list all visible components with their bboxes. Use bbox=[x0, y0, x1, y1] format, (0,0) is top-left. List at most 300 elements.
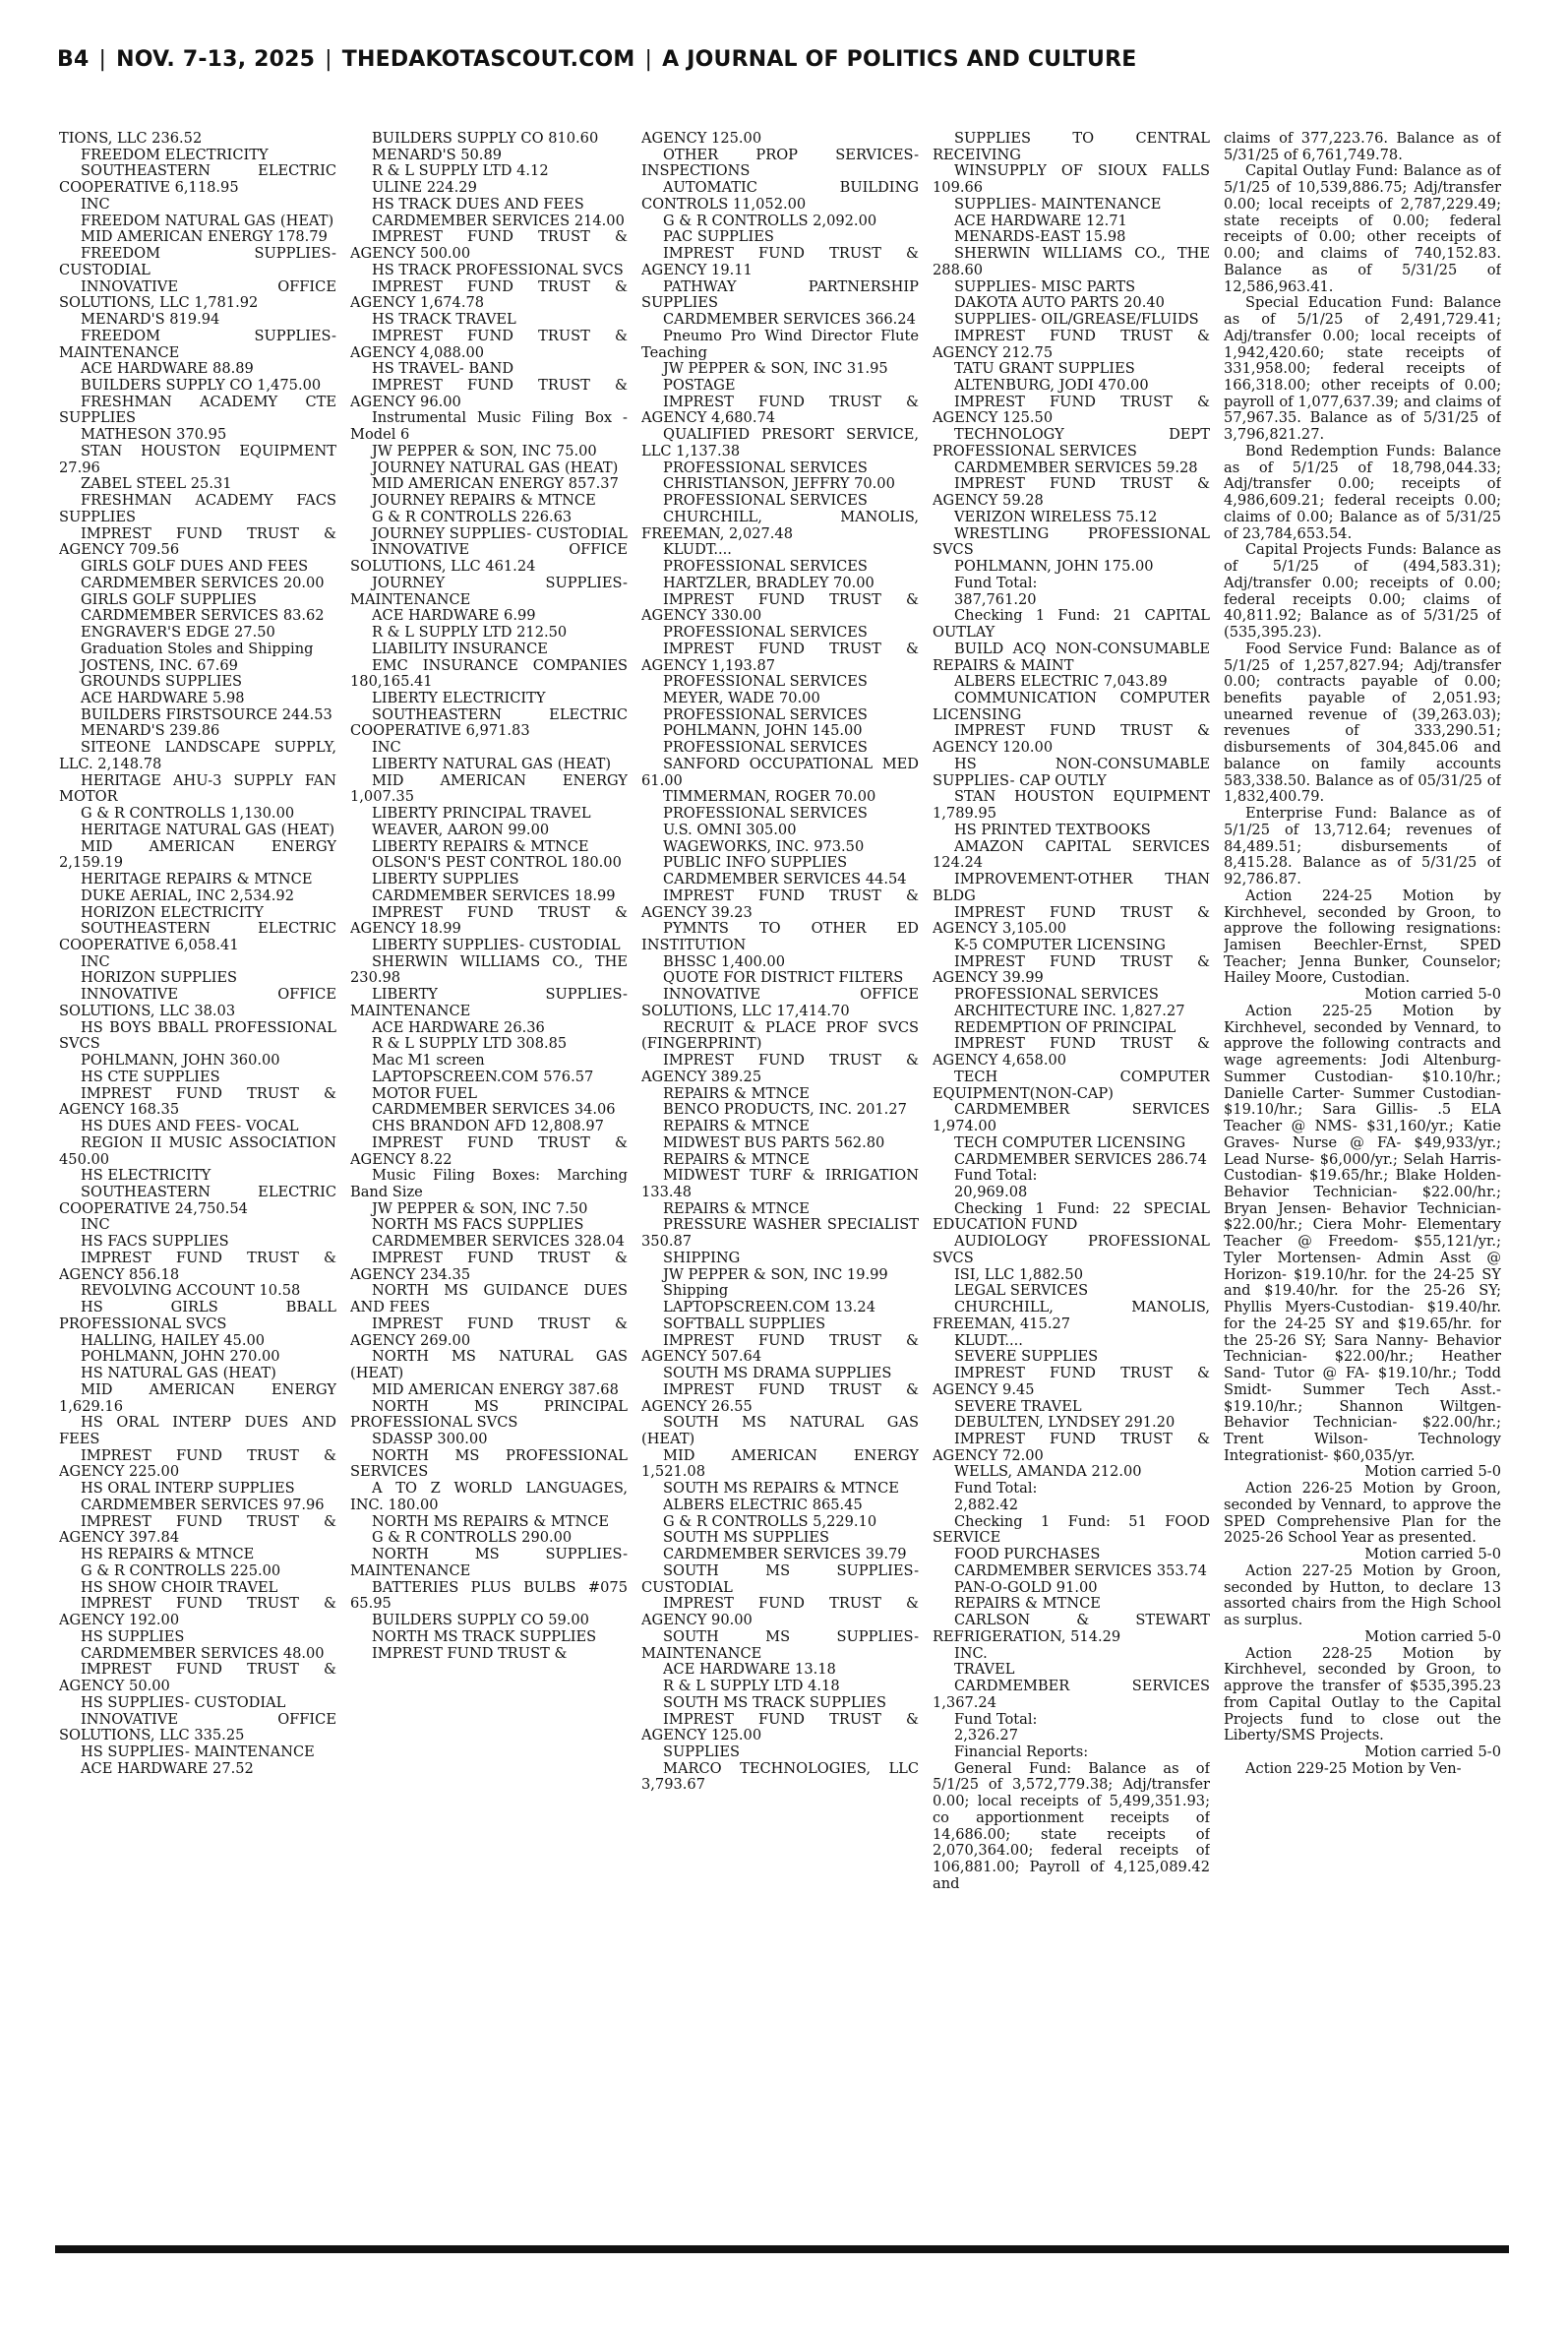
column-line: CARDMEMBER SERVICES 97.96 bbox=[81, 1496, 325, 1513]
column-line: ARCHITECTURE INC. 1,827.27 bbox=[954, 1002, 1185, 1019]
column-line: IMPREST FUND TRUST & AGENCY 1,193.87 bbox=[641, 640, 919, 674]
column-line: A TO Z WORLD LANGUAGES, INC. 180.00 bbox=[350, 1480, 628, 1513]
column-line: HS SHOW CHOIR TRAVEL bbox=[81, 1578, 278, 1596]
column-line: IMPREST FUND TRUST & AGENCY 50.00 bbox=[59, 1661, 336, 1695]
column-line: IMPROVEMENT-OTHER THAN BLDG bbox=[933, 871, 1210, 904]
page-header bbox=[57, 47, 1513, 87]
column-line: CARDMEMBER SERVICES 18.99 bbox=[372, 887, 616, 904]
column-line: Motion carried 5-0 bbox=[1364, 986, 1501, 1004]
column-line: Action 225-25 Motion by Kirchhevel, seconded by Vennard, to approve the following contracts and wage agreements: Jodi Altenburg-Summer Custodian- $10.10/hr.; Danielle Carter- Summer Custodian- $19.10/hr.; Sara Gillis- .5 ELA Teacher @ NMS- $31,160/yr.; Katie Graves- Nurse @ FA- $49,933/yr.; Lead Nurse- $6,000/yr.; Selah Harris- Custodian- $19.65/hr.; Blake Holden- Behavior Technician- $22.00/hr.; Bryan Jensen- Behavior Technician- $22.00/hr.; Ciera Mohr- Elementary Teacher @ Freedom- $55,121/yr.; Tyler Mortensen- Admin Asst @ Horizon- $19.10/hr. for the 24-25 SY and $19.40/hr. for the 25-26 SY; Phyllis Myers-Custodian- $19.40/hr. for the 24-25 SY and $19.65/hr. for the 25-26 SY; Sara Nanny- Behavior Technician- $22.00/hr.; Heather Sand- Tutor @ FA- $19.10/hr.; Todd Smidt- Summer Tech Asst.- $19.10/hr.; Shannon Wiltgen- Behavior Technician- $22.00/hr.; Trent Wilson- Technology Integrationist- $60,035/yr. bbox=[1224, 1002, 1501, 1464]
column-line: IMPREST FUND TRUST & AGENCY 269.00 bbox=[350, 1315, 628, 1349]
column-line: R & L SUPPLY LTD 308.85 bbox=[372, 1035, 568, 1053]
column-line: SEVERE TRAVEL bbox=[954, 1397, 1082, 1415]
column-line: JW PEPPER & SON, INC 7.50 bbox=[372, 1199, 588, 1217]
column-line: Action 227-25 Motion by Groon, seconded by Hutton, to declare 13 assorted chairs from the High School as surplus. bbox=[1224, 1561, 1501, 1629]
header-separator: | bbox=[644, 47, 653, 72]
column-line: IMPREST FUND TRUST & AGENCY 9.45 bbox=[933, 1365, 1210, 1398]
column-line: Pneumo Pro Wind Director Flute Teaching bbox=[641, 327, 919, 361]
column-line: TIONS, LLC 236.52 bbox=[59, 131, 203, 147]
column-line: Capital Projects Funds: Balance as of 5/1/25 of (494,583.31); Adj/transfer 0.00; receipts of 0.00; federal receipts 0.00; claims of 40,811.92; Balance as of 5/31/25 of (535,395.23). bbox=[1224, 541, 1501, 642]
column-line: SHIPPING bbox=[663, 1249, 741, 1266]
column-line: HS FACS SUPPLIES bbox=[81, 1233, 229, 1251]
column-line: REPAIRS & MTNCE bbox=[663, 1084, 810, 1102]
column-line: TATU GRANT SUPPLIES bbox=[954, 360, 1135, 378]
column-line: Fund Total: bbox=[954, 1167, 1038, 1185]
column-line: DAKOTA AUTO PARTS 20.40 bbox=[954, 294, 1165, 312]
column-line: FREEDOM SUPPLIES-MAINTENANCE bbox=[59, 327, 336, 361]
column-line: SOUTHEASTERN ELECTRIC COOPERATIVE 6,971.83 bbox=[350, 705, 628, 740]
column-line: TECHNOLOGY DEPT PROFESSIONAL SERVICES bbox=[933, 426, 1210, 459]
column-line: IMPREST FUND TRUST & AGENCY 120.00 bbox=[933, 722, 1210, 757]
column-line: KLUDT.... bbox=[954, 1331, 1023, 1349]
column-line: SUPPLIES- OIL/GREASE/FLUIDS bbox=[954, 311, 1199, 329]
column-line: HS SUPPLIES- MAINTENANCE bbox=[81, 1743, 315, 1760]
column-line: AUDIOLOGY PROFESSIONAL SVCS bbox=[933, 1233, 1210, 1266]
column-line: SOFTBALL SUPPLIES bbox=[663, 1315, 826, 1332]
column-line: HERITAGE NATURAL GAS (HEAT) bbox=[81, 821, 335, 838]
column-line: HERITAGE REPAIRS & MTNCE bbox=[81, 871, 313, 888]
column-line: CARDMEMBER SERVICES 1,974.00 bbox=[933, 1101, 1210, 1135]
column-line: EMC INSURANCE COMPANIES 180,165.41 bbox=[350, 656, 628, 691]
column-line: CARDMEMBER SERVICES 286.74 bbox=[954, 1150, 1207, 1168]
column-line: NORTH MS NATURAL GAS (HEAT) bbox=[350, 1348, 628, 1382]
column-line: ACE HARDWARE 26.36 bbox=[372, 1018, 545, 1036]
column-line: Checking 1 Fund: 51 FOOD SERVICE bbox=[933, 1512, 1210, 1547]
column-line: MATHESON 370.95 bbox=[81, 426, 227, 444]
text-column-2 bbox=[350, 131, 628, 2246]
column-line: HS DUES AND FEES- VOCAL bbox=[81, 1118, 299, 1135]
column-line: CARDMEMBER SERVICES 20.00 bbox=[81, 574, 325, 591]
column-line: HS TRACK DUES AND FEES bbox=[372, 195, 584, 213]
column-line: SDASSP 300.00 bbox=[372, 1431, 488, 1448]
column-line: NORTH MS SUPPLIES-MAINTENANCE bbox=[350, 1546, 628, 1579]
column-line: IMPREST FUND TRUST & AGENCY 125.50 bbox=[933, 393, 1210, 427]
column-line: SOUTH MS SUPPLIES bbox=[663, 1529, 829, 1547]
column-line: Motion carried 5-0 bbox=[1364, 1743, 1501, 1760]
column-line: JOURNEY SUPPLIES- MAINTENANCE bbox=[350, 574, 628, 608]
column-line: TECH COMPUTER EQUIPMENT(NON-CAP) bbox=[933, 1068, 1210, 1102]
column-line: Fund Total: bbox=[954, 1710, 1038, 1728]
column-line: IMPREST FUND TRUST & bbox=[372, 1644, 568, 1662]
column-line: ALTENBURG, JODI 470.00 bbox=[954, 377, 1149, 395]
column-line: IMPREST FUND TRUST & AGENCY 72.00 bbox=[933, 1431, 1210, 1464]
column-line: REPAIRS & MTNCE bbox=[663, 1150, 810, 1168]
column-line: ACE HARDWARE 5.98 bbox=[81, 689, 245, 706]
column-line: G & R CONTROLLS 226.63 bbox=[372, 508, 573, 525]
column-line: JOSTENS, INC. 67.69 bbox=[81, 656, 238, 674]
column-line: MARCO TECHNOLOGIES, LLC 3,793.67 bbox=[641, 1759, 919, 1794]
column-line: PROFESSIONAL SERVICES bbox=[663, 624, 868, 642]
column-line: PROFESSIONAL SERVICES bbox=[954, 986, 1159, 1004]
column-line: SUPPLIES- MISC PARTS bbox=[954, 277, 1136, 295]
column-line: R & L SUPPLY LTD 4.18 bbox=[663, 1678, 840, 1695]
column-line: VERIZON WIRELESS 75.12 bbox=[954, 508, 1158, 525]
column-line: REGION II MUSIC ASSOCIATION 450.00 bbox=[59, 1133, 336, 1168]
column-line: MENARD'S 239.86 bbox=[81, 722, 220, 740]
column-line: REPAIRS & MTNCE bbox=[663, 1118, 810, 1135]
column-line: G & R CONTROLLS 2,092.00 bbox=[663, 212, 877, 229]
column-line: HS NATURAL GAS (HEAT) bbox=[81, 1365, 276, 1382]
column-line: IMPREST FUND TRUST & AGENCY 39.23 bbox=[641, 887, 919, 921]
column-line: R & L SUPPLY LTD 212.50 bbox=[372, 624, 568, 642]
column-line: CHS BRANDON AFD 12,808.97 bbox=[372, 1118, 604, 1135]
column-line: BUILDERS FIRSTSOURCE 244.53 bbox=[81, 705, 332, 723]
column-line: POHLMANN, JOHN 145.00 bbox=[663, 722, 863, 740]
column-line: Fund Total: bbox=[954, 574, 1038, 591]
column-line: IMPREST FUND TRUST & AGENCY 389.25 bbox=[641, 1052, 919, 1085]
column-line: MID AMERICAN ENERGY 1,521.08 bbox=[641, 1446, 919, 1481]
column-line: GIRLS GOLF DUES AND FEES bbox=[81, 558, 309, 576]
column-line: ALBERS ELECTRIC 865.45 bbox=[663, 1496, 863, 1513]
column-line: SOUTHEASTERN ELECTRIC COOPERATIVE 24,750.54 bbox=[59, 1184, 336, 1217]
column-line: Shipping bbox=[663, 1282, 729, 1300]
column-line: PROFESSIONAL SERVICES bbox=[663, 705, 868, 723]
column-line: SANFORD OCCUPATIONAL MED 61.00 bbox=[641, 755, 919, 789]
column-line: Music Filing Boxes: Marching Band Size bbox=[350, 1167, 628, 1200]
column-line: Food Service Fund: Balance as of 5/1/25 of 1,257,827.94; Adj/transfer 0.00; contracts payable of 0.00; benefits payable of 2,051.93; unearned revenue of (39,263.03); revenues of 333,290.51; disbursements of 304,845.06 and balance on family accounts 583,338.50. Balance as of 05/31/25 of 1,832,400.79. bbox=[1224, 640, 1501, 806]
column-line: SOUTH MS DRAMA SUPPLIES bbox=[663, 1365, 892, 1382]
column-line: MIDWEST BUS PARTS 562.80 bbox=[663, 1133, 885, 1151]
column-line: INNOVATIVE OFFICE SOLUTIONS, LLC 38.03 bbox=[59, 986, 336, 1019]
column-line: REVOLVING ACCOUNT 10.58 bbox=[81, 1282, 301, 1300]
column-line: R & L SUPPLY LTD 4.12 bbox=[372, 162, 549, 180]
column-line: HS BOYS BBALL PROFESSIONAL SVCS bbox=[59, 1018, 336, 1053]
column-line: POHLMANN, JOHN 270.00 bbox=[81, 1348, 280, 1366]
column-line: KLUDT.... bbox=[663, 541, 732, 559]
column-line: HS SUPPLIES- CUSTODIAL bbox=[81, 1693, 286, 1711]
site-name: THEDAKOTASCOUT.COM bbox=[341, 47, 635, 72]
column-line: LIABILITY INSURANCE bbox=[372, 640, 548, 657]
column-line: SOUTH MS TRACK SUPPLIES bbox=[663, 1693, 886, 1711]
column-line: HS ELECTRICITY bbox=[81, 1167, 211, 1185]
column-line: ENGRAVER'S EDGE 27.50 bbox=[81, 624, 275, 642]
column-line: PROFESSIONAL SERVICES bbox=[663, 805, 868, 823]
column-line: TECH COMPUTER LICENSING bbox=[954, 1133, 1186, 1151]
column-line: OTHER PROP SERVICES-INSPECTIONS bbox=[641, 146, 919, 180]
column-line: INC bbox=[81, 952, 110, 970]
column-line: LIBERTY SUPPLIES bbox=[372, 871, 519, 888]
tagline: A JOURNAL OF POLITICS AND CULTURE bbox=[662, 47, 1137, 72]
column-line: CARDMEMBER SERVICES 353.74 bbox=[954, 1561, 1207, 1579]
column-line: Motion carried 5-0 bbox=[1364, 1463, 1501, 1481]
column-line: QUOTE FOR DISTRICT FILTERS bbox=[663, 969, 904, 987]
column-line: Action 229-25 Motion by Ven- bbox=[1245, 1759, 1462, 1777]
column-line: Motion carried 5-0 bbox=[1364, 1546, 1501, 1563]
column-line: INC. bbox=[954, 1644, 988, 1662]
column-line: REDEMPTION OF PRINCIPAL bbox=[954, 1018, 1176, 1036]
column-line: REPAIRS & MTNCE bbox=[663, 1199, 810, 1217]
column-line: BUILDERS SUPPLY CO 810.60 bbox=[372, 131, 599, 147]
column-line: Fund Total: bbox=[954, 1480, 1038, 1498]
column-line: LEGAL SERVICES bbox=[954, 1282, 1089, 1300]
column-line: ALBERS ELECTRIC 7,043.89 bbox=[954, 673, 1168, 691]
column-line: NORTH MS REPAIRS & MTNCE bbox=[372, 1512, 610, 1530]
column-line: SITEONE LANDSCAPE SUPPLY, LLC. 2,148.78 bbox=[59, 739, 336, 772]
column-line: HS NON-CONSUMABLE SUPPLIES- CAP OUTLY bbox=[933, 755, 1210, 789]
column-line: MOTOR FUEL bbox=[372, 1084, 478, 1102]
column-line: HS REPAIRS & MTNCE bbox=[81, 1546, 255, 1563]
column-line: MID AMERICAN ENERGY 857.37 bbox=[372, 475, 619, 493]
text-column-3 bbox=[641, 131, 919, 2246]
column-line: CHURCHILL, MANOLIS, FREEMAN, 415.27 bbox=[933, 1299, 1210, 1332]
column-line: IMPREST FUND TRUST & AGENCY 856.18 bbox=[59, 1249, 336, 1283]
column-line: NORTH MS GUIDANCE DUES AND FEES bbox=[350, 1282, 628, 1316]
column-line: BENCO PRODUCTS, INC. 201.27 bbox=[663, 1101, 907, 1119]
column-line: Financial Reports: bbox=[954, 1743, 1089, 1760]
column-line: PYMNTS TO OTHER ED INSTITUTION bbox=[641, 920, 919, 953]
column-line: PATHWAY PARTNERSHIP SUPPLIES bbox=[641, 277, 919, 312]
column-line: MENARDS-EAST 15.98 bbox=[954, 228, 1126, 246]
column-line: CARLSON & STEWART REFRIGERATION, 514.29 bbox=[933, 1612, 1210, 1645]
column-line: POHLMANN, JOHN 175.00 bbox=[954, 558, 1154, 576]
column-line: SUPPLIES- MAINTENANCE bbox=[954, 195, 1162, 213]
column-line: TIMMERMAN, ROGER 70.00 bbox=[663, 788, 876, 806]
column-line: Mac M1 screen bbox=[372, 1052, 485, 1070]
column-line: Action 224-25 Motion by Kirchhevel, seconded by Groon, to approve the following resignations: Jamisen Beechler-Ernst, SPED Teacher; Jenna Bunker, Counselor; Hailey Moore, Custodian. bbox=[1224, 887, 1501, 987]
column-line: CARDMEMBER SERVICES 59.28 bbox=[954, 459, 1198, 476]
column-line: PUBLIC INFO SUPPLIES bbox=[663, 854, 848, 872]
column-line: IMPREST FUND TRUST & AGENCY 4,088.00 bbox=[350, 327, 628, 361]
column-line: QUALIFIED PRESORT SERVICE, LLC 1,137.38 bbox=[641, 426, 919, 459]
column-line: IMPREST FUND TRUST & AGENCY 4,658.00 bbox=[933, 1035, 1210, 1070]
column-line: CARDMEMBER SERVICES 83.62 bbox=[81, 607, 325, 625]
column-line: SOUTH MS SUPPLIES-MAINTENANCE bbox=[641, 1627, 919, 1662]
column-line: FREEDOM NATURAL GAS (HEAT) bbox=[81, 212, 334, 229]
column-line: PRESSURE WASHER SPECIALIST 350.87 bbox=[641, 1216, 919, 1251]
column-line: HS TRAVEL- BAND bbox=[372, 360, 514, 378]
column-line: PROFESSIONAL SERVICES bbox=[663, 459, 868, 476]
column-line: IMPREST FUND TRUST & AGENCY 234.35 bbox=[350, 1249, 628, 1283]
header-separator: | bbox=[98, 47, 107, 72]
column-line: IMPREST FUND TRUST & AGENCY 397.84 bbox=[59, 1512, 336, 1547]
column-line: AUTOMATIC BUILDING CONTROLS 11,052.00 bbox=[641, 179, 919, 213]
column-line: JOURNEY NATURAL GAS (HEAT) bbox=[372, 459, 619, 476]
column-line: U.S. OMNI 305.00 bbox=[663, 821, 797, 838]
column-line: INC bbox=[81, 1216, 110, 1234]
column-line: SOUTH MS NATURAL GAS (HEAT) bbox=[641, 1414, 919, 1448]
column-line: PROFESSIONAL SERVICES bbox=[663, 558, 868, 576]
column-line: NORTH MS FACS SUPPLIES bbox=[372, 1216, 584, 1234]
column-line: IMPREST FUND TRUST & AGENCY 26.55 bbox=[641, 1380, 919, 1415]
column-line: Bond Redemption Funds: Balance as of 5/1/25 of 18,798,044.33; Adj/transfer 0.00; receipts of 4,986,609.21; federal receipts 0.00; claims of 0.00; Balance as of 5/31/25 of 23,784,653.54. bbox=[1224, 442, 1501, 542]
column-line: RECRUIT & PLACE PROF SVCS (FINGERPRINT) bbox=[641, 1018, 919, 1053]
column-line: HS CTE SUPPLIES bbox=[81, 1068, 220, 1085]
column-line: SHERWIN WILLIAMS CO., THE 288.60 bbox=[933, 245, 1210, 278]
column-line: HARTZLER, BRADLEY 70.00 bbox=[663, 574, 874, 591]
column-line: NORTH MS PRINCIPAL PROFESSIONAL SVCS bbox=[350, 1397, 628, 1432]
column-line: PAC SUPPLIES bbox=[663, 228, 774, 246]
column-line: FRESHMAN ACADEMY FACS SUPPLIES bbox=[59, 492, 336, 525]
column-line: REPAIRS & MTNCE bbox=[954, 1595, 1101, 1613]
column-line: LIBERTY NATURAL GAS (HEAT) bbox=[372, 755, 612, 772]
column-line: ACE HARDWARE 12.71 bbox=[954, 212, 1127, 229]
column-line: LIBERTY SUPPLIES- CUSTODIAL bbox=[372, 936, 621, 953]
column-line: LAPTOPSCREEN.COM 13.24 bbox=[663, 1299, 875, 1316]
column-line: Action 226-25 Motion by Groon, seconded by Vennard, to approve the SPED Comprehensive Plan for the 2025-26 School Year as presented. bbox=[1224, 1480, 1501, 1547]
column-line: IMPREST FUND TRUST & AGENCY 212.75 bbox=[933, 327, 1210, 361]
column-line: DEBULTEN, LYNDSEY 291.20 bbox=[954, 1414, 1176, 1432]
column-line: MID AMERICAN ENERGY 387.68 bbox=[372, 1380, 619, 1398]
column-line: HERITAGE AHU-3 SUPPLY FAN MOTOR bbox=[59, 771, 336, 806]
column-line: INC bbox=[81, 195, 110, 213]
column-line: MENARD'S 50.89 bbox=[372, 146, 503, 163]
column-line: MID AMERICAN ENERGY 1,629.16 bbox=[59, 1380, 336, 1415]
column-line: SUPPLIES TO CENTRAL RECEIVING bbox=[933, 131, 1210, 163]
column-line: POSTAGE bbox=[663, 377, 736, 395]
issue-date: NOV. 7-13, 2025 bbox=[116, 47, 316, 72]
column-line: 387,761.20 bbox=[954, 590, 1037, 608]
column-line: JW PEPPER & SON, INC 19.99 bbox=[663, 1265, 888, 1283]
column-line: AGENCY 125.00 bbox=[641, 131, 762, 147]
text-column-4 bbox=[933, 131, 1210, 2246]
column-line: PROFESSIONAL SERVICES bbox=[663, 492, 868, 510]
column-line: IMPREST FUND TRUST & AGENCY 125.00 bbox=[641, 1710, 919, 1744]
column-line: GIRLS GOLF SUPPLIES bbox=[81, 590, 257, 608]
column-line: CARDMEMBER SERVICES 214.00 bbox=[372, 212, 625, 229]
column-line: IMPREST FUND TRUST & AGENCY 90.00 bbox=[641, 1595, 919, 1629]
column-line: PAN-O-GOLD 91.00 bbox=[954, 1578, 1098, 1596]
column-line: PROFESSIONAL SERVICES bbox=[663, 739, 868, 757]
column-line: IMPREST FUND TRUST & AGENCY 8.22 bbox=[350, 1133, 628, 1168]
column-line: LAPTOPSCREEN.COM 576.57 bbox=[372, 1068, 594, 1085]
column-line: CARDMEMBER SERVICES 1,367.24 bbox=[933, 1678, 1210, 1711]
column-line: G & R CONTROLLS 5,229.10 bbox=[663, 1512, 877, 1530]
column-line: ACE HARDWARE 88.89 bbox=[81, 360, 254, 378]
column-line: PROFESSIONAL SERVICES bbox=[663, 673, 868, 691]
column-line: BATTERIES PLUS BULBS #075 65.95 bbox=[350, 1578, 628, 1613]
column-line: JOURNEY REPAIRS & MTNCE bbox=[372, 492, 596, 510]
column-line: Enterprise Fund: Balance as of 5/1/25 of 13,712.64; revenues of 84,489.51; disbursements of 8,415.28. Balance as of 5/31/25 of 92,786.87. bbox=[1224, 805, 1501, 888]
column-line: G & R CONTROLLS 290.00 bbox=[372, 1529, 573, 1547]
column-line: FOOD PURCHASES bbox=[954, 1546, 1101, 1563]
column-line: IMPREST FUND TRUST & AGENCY 39.99 bbox=[933, 952, 1210, 987]
column-line: MID AMERICAN ENERGY 1,007.35 bbox=[350, 771, 628, 806]
column-line: HS SUPPLIES bbox=[81, 1627, 185, 1645]
column-line: MEYER, WADE 70.00 bbox=[663, 689, 820, 706]
column-line: IMPREST FUND TRUST & AGENCY 3,105.00 bbox=[933, 903, 1210, 938]
column-line: 2,326.27 bbox=[954, 1727, 1018, 1744]
column-line: LIBERTY SUPPLIES- MAINTENANCE bbox=[350, 986, 628, 1019]
column-line: HS TRACK TRAVEL bbox=[372, 311, 516, 329]
column-line: SOUTHEASTERN ELECTRIC COOPERATIVE 6,058.41 bbox=[59, 920, 336, 953]
column-line: 2,882.42 bbox=[954, 1496, 1018, 1513]
column-line: COMMUNICATION COMPUTER LICENSING bbox=[933, 689, 1210, 723]
column-line: ISI, LLC 1,882.50 bbox=[954, 1265, 1083, 1283]
column-line: Graduation Stoles and Shipping bbox=[81, 640, 314, 657]
column-line: IMPREST FUND TRUST & AGENCY 4,680.74 bbox=[641, 393, 919, 427]
column-line: STAN HOUSTON EQUIPMENT 1,789.95 bbox=[933, 788, 1210, 823]
column-line: IMPREST FUND TRUST & AGENCY 18.99 bbox=[350, 903, 628, 938]
column-line: ACE HARDWARE 13.18 bbox=[663, 1661, 836, 1679]
column-line: AMAZON CAPITAL SERVICES 124.24 bbox=[933, 837, 1210, 872]
column-line: LIBERTY ELECTRICITY bbox=[372, 689, 546, 706]
column-line: SOUTH MS SUPPLIES-CUSTODIAL bbox=[641, 1561, 919, 1596]
column-line: CARDMEMBER SERVICES 39.79 bbox=[663, 1546, 907, 1563]
column-line: POHLMANN, JOHN 360.00 bbox=[81, 1052, 280, 1070]
column-line: Capital Outlay Fund: Balance as of 5/1/25 of 10,539,886.75; Adj/transfer 0.00; local receipts of 2,787,229.49; state receipts of 0.00; federal receipts of 0.00; other receipts of 0.00; and claims of 740,152.83. Balance as of 5/31/25 of 12,586,963.41. bbox=[1224, 162, 1501, 295]
column-line: IMPREST FUND TRUST & AGENCY 507.64 bbox=[641, 1331, 919, 1366]
column-line: Motion carried 5-0 bbox=[1364, 1627, 1501, 1645]
column-line: BHSSC 1,400.00 bbox=[663, 952, 785, 970]
column-line: IMPREST FUND TRUST & AGENCY 96.00 bbox=[350, 377, 628, 410]
bottom-rule bbox=[55, 2245, 1509, 2253]
column-line: WRESTLING PROFESSIONAL SVCS bbox=[933, 524, 1210, 559]
header-separator: | bbox=[325, 47, 332, 72]
column-line: ZABEL STEEL 25.31 bbox=[81, 475, 232, 493]
column-line: IMPREST FUND TRUST & AGENCY 225.00 bbox=[59, 1446, 336, 1481]
column-line: CHURCHILL, MANOLIS, FREEMAN, 2,027.48 bbox=[641, 508, 919, 542]
column-line: LIBERTY REPAIRS & MTNCE bbox=[372, 837, 589, 855]
column-line: DUKE AERIAL, INC 2,534.92 bbox=[81, 887, 294, 904]
column-line: JW PEPPER & SON, INC 75.00 bbox=[372, 442, 597, 459]
column-line: IMPREST FUND TRUST & AGENCY 19.11 bbox=[641, 245, 919, 278]
column-line: GROUNDS SUPPLIES bbox=[81, 673, 243, 691]
column-line: INNOVATIVE OFFICE SOLUTIONS, LLC 461.24 bbox=[350, 541, 628, 576]
column-line: INNOVATIVE OFFICE SOLUTIONS, LLC 1,781.92 bbox=[59, 277, 336, 312]
column-line: Special Education Fund: Balance as of 5/1/25 of 2,491,729.41; Adj/transfer 0.00; local receipts of 1,942,420.60; state receipts of 331,958.00; federal receipts of 166,318.00; other receipts of 0.00; payroll of 1,077,637.39; and claims of 57,967.35. Balance as of 5/31/25 of 3,796,821.27. bbox=[1224, 294, 1501, 444]
column-line: STAN HOUSTON EQUIPMENT 27.96 bbox=[59, 442, 336, 476]
column-line: HORIZON SUPPLIES bbox=[81, 969, 237, 987]
column-line: BUILDERS SUPPLY CO 1,475.00 bbox=[81, 377, 322, 395]
column-line: BUILDERS SUPPLY CO 59.00 bbox=[372, 1612, 589, 1629]
column-line: IMPREST FUND TRUST & AGENCY 1,674.78 bbox=[350, 277, 628, 312]
column-line: Action 228-25 Motion by Kirchhevel, seconded by Groon, to approve the transfer of $535,395.23 from Capital Outlay to the Capital Projects fund to close out the Liberty/SMS Projects. bbox=[1224, 1644, 1501, 1744]
text-column-5 bbox=[1224, 131, 1501, 2246]
column-line: WINSUPPLY OF SIOUX FALLS 109.66 bbox=[933, 162, 1210, 197]
column-line: Instrumental Music Filing Box - Model 6 bbox=[350, 409, 628, 444]
column-line: HORIZON ELECTRICITY bbox=[81, 903, 264, 921]
column-line: TRAVEL bbox=[954, 1661, 1015, 1679]
column-line: IMPREST FUND TRUST & AGENCY 500.00 bbox=[350, 228, 628, 263]
column-line: 20,969.08 bbox=[954, 1184, 1028, 1200]
column-line: SEVERE SUPPLIES bbox=[954, 1348, 1099, 1366]
column-line: ULINE 224.29 bbox=[372, 179, 477, 197]
column-line: CARDMEMBER SERVICES 44.54 bbox=[663, 871, 907, 888]
column-line: INC bbox=[372, 739, 401, 757]
column-line: BUILD ACQ NON-CONSUMABLE REPAIRS & MAINT bbox=[933, 640, 1210, 674]
column-line: CARDMEMBER SERVICES 48.00 bbox=[81, 1644, 325, 1662]
column-line: CHRISTIANSON, JEFFRY 70.00 bbox=[663, 475, 895, 493]
column-line: IMPREST FUND TRUST & AGENCY 168.35 bbox=[59, 1084, 336, 1119]
column-line: IMPREST FUND TRUST & AGENCY 709.56 bbox=[59, 524, 336, 559]
column-line: Checking 1 Fund: 21 CAPITAL OUTLAY bbox=[933, 607, 1210, 642]
column-line: JOURNEY SUPPLIES- CUSTODIAL bbox=[372, 524, 628, 542]
column-line: K-5 COMPUTER LICENSING bbox=[954, 936, 1166, 953]
column-line: WEAVER, AARON 99.00 bbox=[372, 821, 550, 838]
column-line: SUPPLIES bbox=[663, 1743, 741, 1760]
column-line: INNOVATIVE OFFICE SOLUTIONS, LLC 335.25 bbox=[59, 1710, 336, 1744]
column-line: HS TRACK PROFESSIONAL SVCS bbox=[372, 261, 624, 278]
column-line: WELLS, AMANDA 212.00 bbox=[954, 1463, 1142, 1481]
column-line: FRESHMAN ACADEMY CTE SUPPLIES bbox=[59, 393, 336, 427]
column-line: General Fund: Balance as of 5/1/25 of 3,572,779.38; Adj/transfer 0.00; local receipts of 5,499,351.93; co apportionment receipts of 14,686.00; state receipts of 2,070,364.00; federal receipts of 106,881.00; Payroll of 4,125,089.42 and bbox=[933, 1759, 1210, 1892]
column-line: FREEDOM ELECTRICITY bbox=[81, 146, 269, 163]
column-line: G & R CONTROLLS 1,130.00 bbox=[81, 805, 295, 823]
column-line: HS GIRLS BBALL PROFESSIONAL SVCS bbox=[59, 1299, 336, 1332]
column-line: SOUTHEASTERN ELECTRIC COOPERATIVE 6,118.95 bbox=[59, 162, 336, 197]
column-line: OLSON'S PEST CONTROL 180.00 bbox=[372, 854, 622, 872]
column-line: IMPREST FUND TRUST & AGENCY 59.28 bbox=[933, 475, 1210, 510]
column-line: ACE HARDWARE 6.99 bbox=[372, 607, 536, 625]
column-line: G & R CONTROLLS 225.00 bbox=[81, 1561, 281, 1579]
column-line: HS ORAL INTERP SUPPLIES bbox=[81, 1480, 295, 1498]
column-line: CARDMEMBER SERVICES 34.06 bbox=[372, 1101, 616, 1119]
column-line: WAGEWORKS, INC. 973.50 bbox=[663, 837, 865, 855]
column-line: claims of 377,223.76. Balance as of 5/31/25 of 6,761,749.78. bbox=[1224, 131, 1501, 163]
column-line: HALLING, HAILEY 45.00 bbox=[81, 1331, 266, 1349]
column-line: CARDMEMBER SERVICES 328.04 bbox=[372, 1233, 625, 1251]
column-line: MIDWEST TURF & IRRIGATION 133.48 bbox=[641, 1167, 919, 1200]
